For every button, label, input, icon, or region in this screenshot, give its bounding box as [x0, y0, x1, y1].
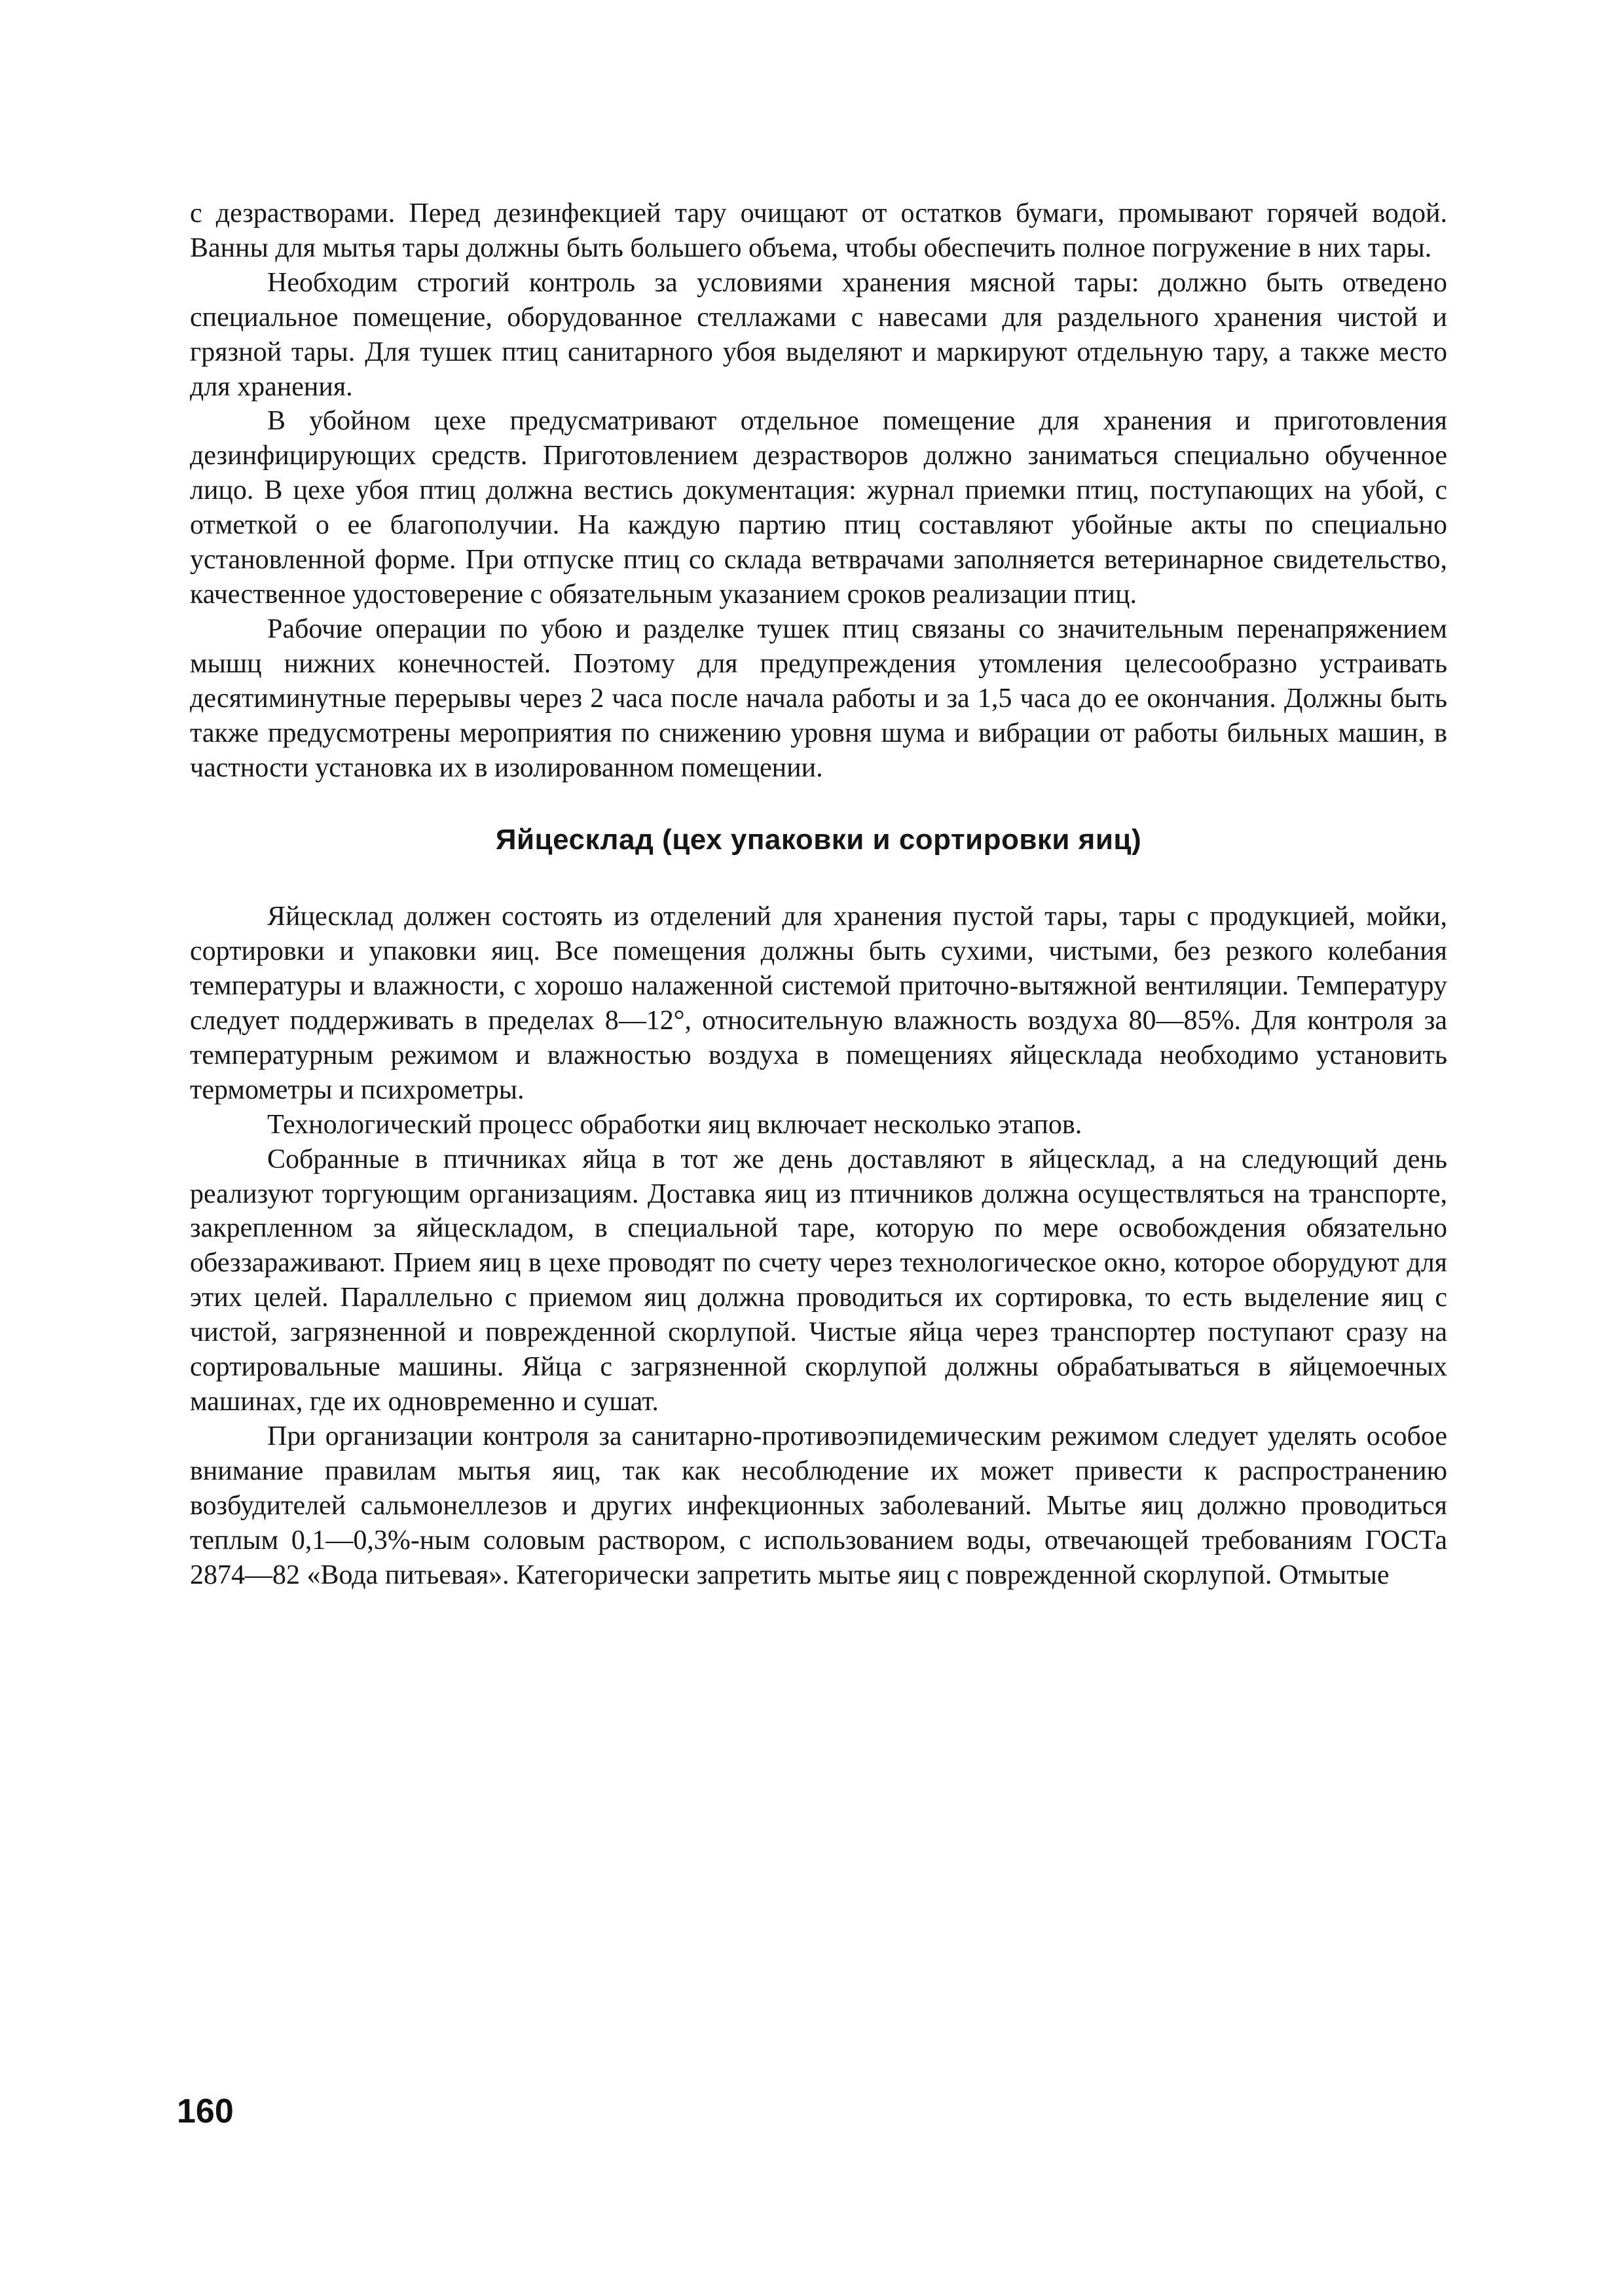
paragraph-egg-washing: При организации контроля за санитарно-противоэпидемическим режимом следует уделять особое внимание правилам мытья яиц, так как несоблюдение их может привести к распространению возбудителей сальмонеллезов и других инфекционных заболеваний. Мытье яиц должно проводиться теплым 0,1—0,3%-ным соловым раствором, с использованием воды, отвечающей требованиям ГОСТа 2874—82 «Вода питьевая». Категорически запретить мытье яиц с поврежденной скорлупой. Отмытые: [190, 1421, 1447, 1590]
section-heading: Яйцесклад (цех упаковки и сортировки яиц): [495, 824, 1142, 856]
paragraph-egg-collection: Собранные в птичниках яйца в тот же день доставляют в яйцесклад, а на следующий день реализуют торгующим организациям. Доставка яиц из птичников должна осуществляться на транспорте, закрепленном за яйцескладом, в специальной таре, которую по мере освобождения обязательно обеззараживают. Прием яиц в цехе проводят по счету через технологическое окно, которое оборудуют для этих целей. Параллельно с приемом яиц должна проводиться их сортировка, то есть выделение яиц с чистой, загрязненной и поврежденной скорлупой. Чистые яйца через транспортер поступают сразу на сортировальные машины. Яйца с загрязненной скорлупой должны обрабатываться в яйцемоечных машинах, где их одновременно и сушат.: [190, 1144, 1447, 1417]
paragraph-work-operations: Рабочие операции по убою и разделке тушек птиц связаны со значительным перенапряжением мышц нижних конечностей. Поэтому для предупреждения утомления целесообразно устраивать десятиминутные перерывы через 2 часа после начала работы и за 1,5 часа до ее окончания. Должны быть также предусмотрены мероприятия по снижению уровня шума и вибрации от работы бильных машин, в частности установка их в изолированном помещении.: [190, 613, 1447, 783]
paragraph-disinfection-room: В убойном цехе предусматривают отдельное помещение для хранения и приготовления дезинфицирующих средств. Приготовлением дезрастворов должно заниматься специально обученное лицо. В цехе убоя птиц должна вестись документация: журнал приемки птиц, поступающих на убой, с отметкой о ее благополучии. На каждую партию птиц составляют убойные акты по специально установленной форме. При отпуске птиц со склада ветврачами заполняется ветеринарное свидетельство, качественное удостоверение с обязательным указанием сроков реализации птиц.: [190, 406, 1447, 610]
paragraph-tara-control: Необходим строгий контроль за условиями хранения мясной тары: должно быть отведено специальное помещение, оборудованное стеллажами с навесами для раздельного хранения чистой и грязной тары. Для тушек птиц санитарного убоя выделяют и маркируют отдельную тару, а также место для хранения.: [190, 267, 1447, 402]
paragraph-continuation: с дезрастворами. Перед дезинфекцией тару очищают от остатков бумаги, промывают горячей водой. Ванны для мытья тары должны быть большего объема, чтобы обеспечить полное погружение в них тары.: [190, 198, 1447, 263]
page-number: 160: [177, 2092, 234, 2130]
paragraph-process-stages: Технологический процесс обработки яиц включает несколько этапов.: [267, 1109, 1082, 1140]
page-body: [190, 196, 1447, 1592]
paragraph-egg-warehouse: Яйцесклад должен состоять из отделений для хранения пустой тары, тары с продукцией, мойки, сортировки и упаковки яиц. Все помещения должны быть сухими, чистыми, без резкого колебания температуры и влажности, с хорошо налаженной системой приточно-вытяжной вентиляции. Температуру следует поддерживать в пределах 8—12°, относительную влажность воздуха 80—85%. Для контроля за температурным режимом и влажностью воздуха в помещениях яйцесклада необходимо установить термометры и психрометры.: [190, 902, 1447, 1105]
